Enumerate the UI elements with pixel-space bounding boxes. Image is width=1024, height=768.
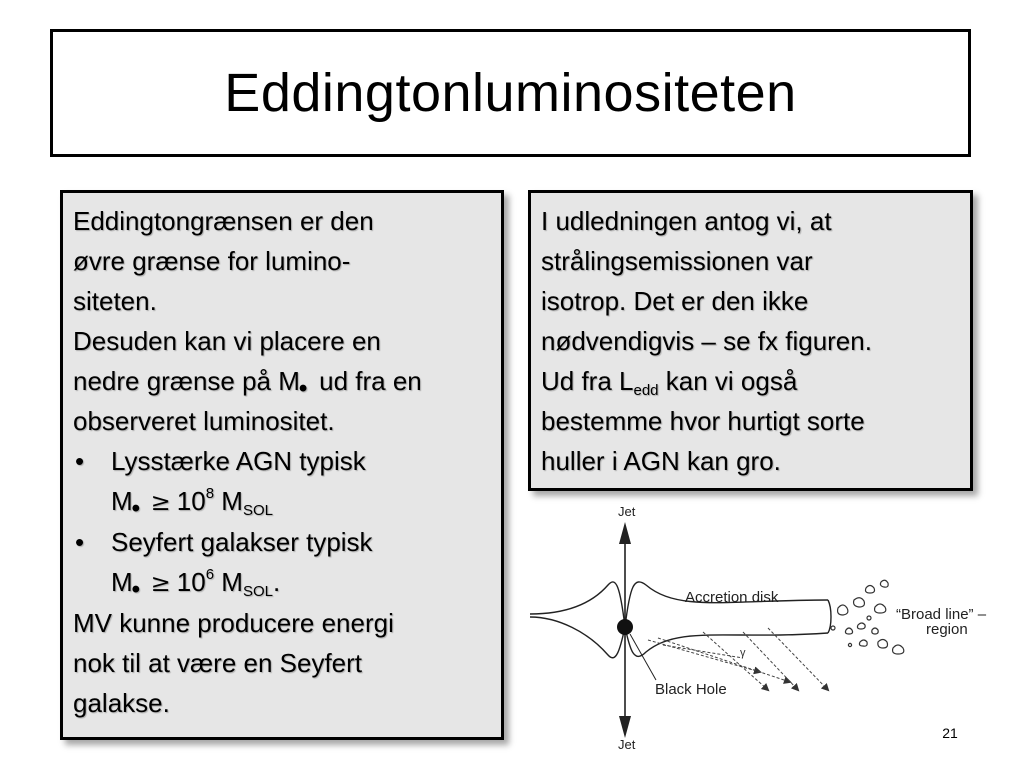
mass-symbol — [111, 567, 141, 603]
l-edd-tail: kan vi også — [658, 366, 798, 396]
left-text-panel — [60, 190, 504, 740]
mass-m-text: M — [111, 486, 133, 516]
mass-m-text: M — [111, 567, 133, 597]
right-line-1: I udledningen antog vi, at — [541, 206, 832, 236]
right-line-2: strålingsemissionen var — [541, 246, 813, 276]
solar-mass-m: M — [214, 567, 243, 597]
solar-subscript: SOL — [242, 502, 273, 519]
radiation-ray — [768, 628, 828, 690]
right-line-6: bestemme hvor hurtigt sorte — [541, 406, 865, 436]
black-hole-dot: • — [298, 375, 308, 402]
solar-mass-m: M — [214, 486, 243, 516]
solar-subscript: SOL — [242, 583, 273, 600]
mass-symbol — [111, 486, 141, 522]
bullet-item-agn — [73, 441, 493, 522]
jet-bottom-arrowhead — [619, 716, 631, 738]
power-base: 10 — [176, 486, 206, 516]
black-hole-pointer — [630, 634, 656, 680]
bullet-item-seyfert — [73, 522, 493, 603]
broad-line-label: “Broad line” – — [896, 606, 987, 623]
slide-title: Eddingtonluminositeten — [224, 63, 797, 123]
left-outro-3: galakse. — [73, 688, 170, 718]
power-exponent: 6 — [205, 566, 215, 583]
jet-bottom-label: Jet — [618, 737, 636, 752]
right-line-3: isotrop. Det er den ikke — [541, 286, 809, 316]
left-line-1: Eddingtongrænsen er den — [73, 206, 374, 236]
mass-symbol — [73, 366, 308, 402]
page-number: 21 — [942, 725, 958, 741]
accretion-disk-label: Accretion disk — [685, 589, 779, 606]
geq-symbol: ≥ — [150, 488, 171, 516]
black-hole-icon — [617, 619, 633, 635]
agn-diagram — [528, 500, 1018, 752]
left-line-5 — [73, 361, 493, 401]
broad-line-clouds — [831, 580, 904, 654]
bullet-seyfert-formula — [111, 562, 493, 603]
jet-top-label: Jet — [618, 504, 636, 519]
left-line-4: Desuden kan vi placere en — [73, 326, 381, 356]
formula-tail: . — [272, 567, 281, 597]
right-line-4: nødvendigvis – se fx figuren. — [541, 326, 872, 356]
right-line-5 — [541, 361, 962, 401]
left-line-6: observeret luminositet. — [73, 406, 335, 436]
bullet-seyfert-text: Seyfert galakser typisk — [111, 527, 373, 557]
edd-subscript: edd — [633, 382, 659, 399]
black-hole-dot: • — [131, 576, 141, 603]
right-text-panel — [528, 190, 973, 491]
mass-m-text: nedre grænse på M — [73, 366, 300, 396]
geq-symbol: ≥ — [150, 569, 171, 597]
black-hole-dot: • — [131, 495, 141, 522]
region-label: region — [926, 621, 968, 638]
left-line-2: øvre grænse for lumino- — [73, 246, 351, 276]
jet-top-arrowhead — [619, 522, 631, 544]
bullet-dot: • — [75, 446, 85, 476]
bullet-agn-text: Lysstærke AGN typisk — [111, 446, 366, 476]
radiation-ray — [743, 632, 798, 690]
left-line-5-tail: ud fra en — [311, 366, 422, 396]
left-outro-2: nok til at være en Seyfert — [73, 648, 363, 678]
accretion-disk-outline — [530, 582, 828, 627]
left-line-3: siteten. — [73, 286, 157, 316]
l-edd-prefix: Ud fra L — [541, 366, 634, 396]
title-box — [50, 29, 971, 157]
left-outro-1: MV kunne producere energi — [73, 608, 394, 638]
bullet-agn-formula — [111, 481, 493, 522]
power-exponent: 8 — [205, 485, 215, 502]
accretion-disk-outline-lower — [530, 617, 828, 658]
gamma-label: γ — [740, 647, 746, 659]
black-hole-label: Black Hole — [655, 681, 727, 698]
radiation-ray — [658, 638, 790, 682]
bullet-dot: • — [75, 527, 85, 557]
right-line-7: huller i AGN kan gro. — [541, 446, 781, 476]
power-base: 10 — [176, 567, 206, 597]
